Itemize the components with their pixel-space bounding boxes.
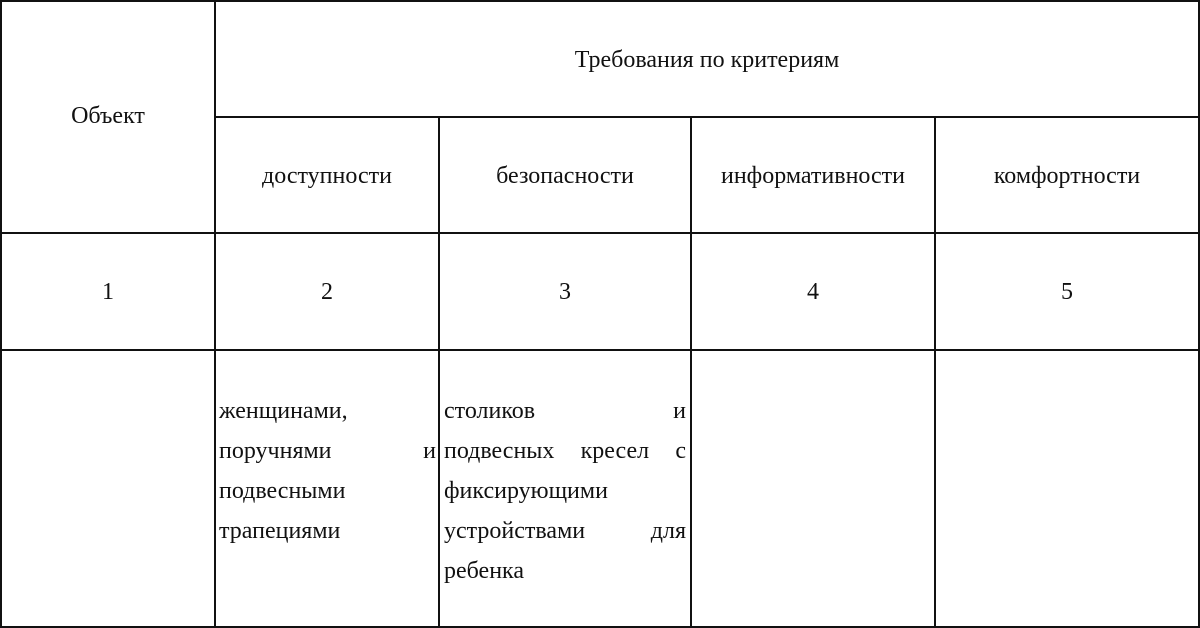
safety-word: столиков <box>444 398 536 424</box>
accessibility-line: трапециями <box>219 518 341 544</box>
accessibility-line-split <box>219 431 436 471</box>
header-criterion-safety: безопасности <box>496 163 634 189</box>
safety-word: и <box>673 398 686 424</box>
column-number-1: 1 <box>102 279 114 305</box>
safety-word: для <box>650 518 686 544</box>
header-criterion-informativeness: информативности <box>720 163 906 189</box>
row-comfort-cell <box>936 351 1198 626</box>
accessibility-word: и <box>423 438 436 464</box>
header-criteria: Требования по критериям <box>574 47 840 73</box>
accessibility-word: поручнями <box>219 438 332 464</box>
safety-line-split <box>444 511 686 551</box>
row-safety-cell <box>444 391 686 591</box>
column-number-4: 4 <box>807 279 819 305</box>
header-object: Объект <box>71 103 145 129</box>
safety-line-split <box>444 391 686 431</box>
safety-word: устройствами <box>444 518 586 544</box>
accessibility-line: женщинами, <box>219 398 348 424</box>
accessibility-line: подвесными <box>219 478 346 504</box>
row-accessibility-cell <box>219 391 436 551</box>
row-informativeness-cell <box>692 351 934 626</box>
header-criterion-comfort: комфортности <box>993 163 1141 189</box>
safety-line: подвесных кресел с <box>444 438 686 464</box>
row-object-cell <box>2 351 214 626</box>
column-number-5: 5 <box>1061 279 1073 305</box>
column-number-2: 2 <box>321 279 333 305</box>
safety-line: ребенка <box>444 558 524 584</box>
column-number-3: 3 <box>559 279 571 305</box>
safety-line: фиксирующими <box>444 478 608 504</box>
header-criterion-accessibility: доступности <box>262 163 392 189</box>
